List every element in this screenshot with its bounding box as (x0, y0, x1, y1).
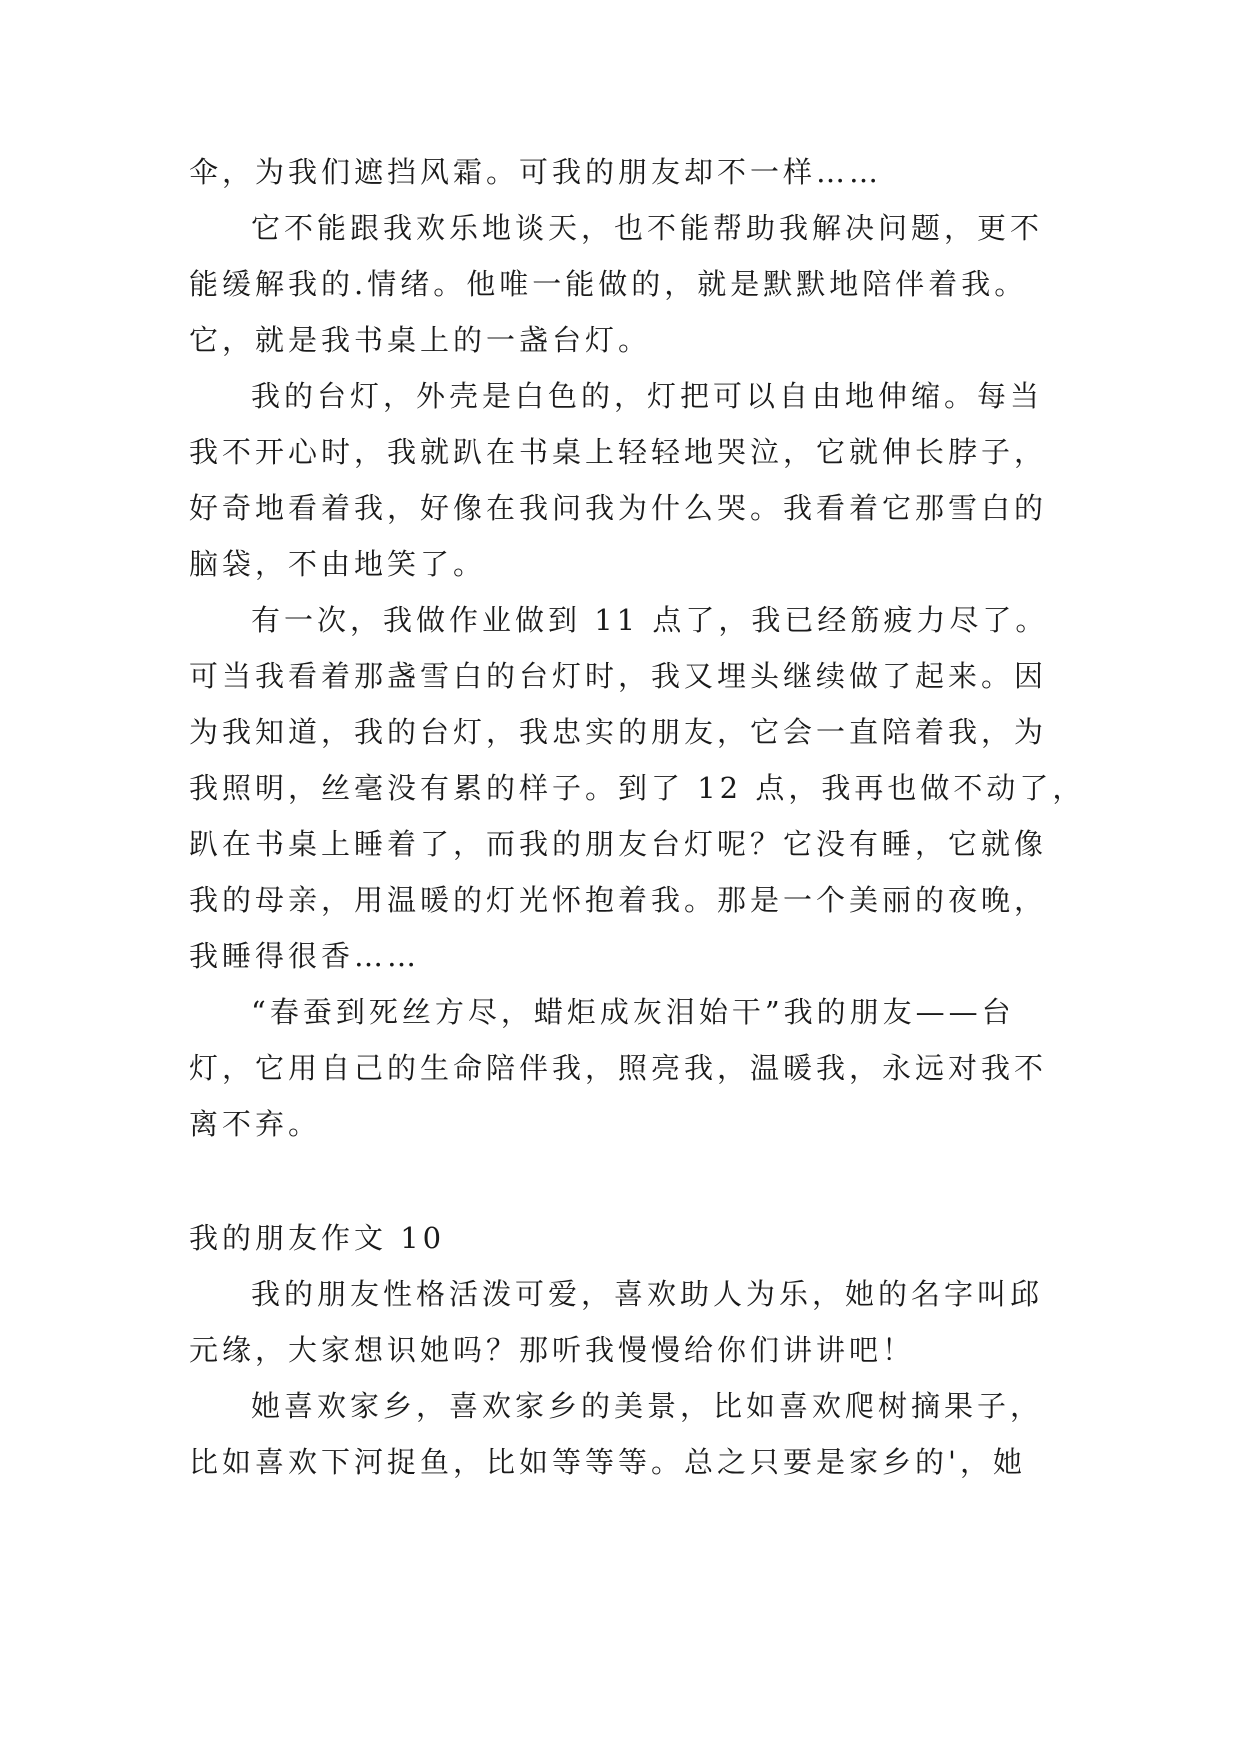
text-line: 我不开心时，我就趴在书桌上轻轻地哭泣，它就伸长脖子， (189, 435, 1048, 469)
text-line: 我照明，丝毫没有累的样子。到了 12 点，我再也做不动了， (189, 771, 1086, 805)
text-line: 我的朋友性格活泼可爱，喜欢助人为乐，她的名字叫邱 (251, 1277, 1044, 1311)
text-line: 我的母亲，用温暖的灯光怀抱着我。那是一个美丽的夜晚， (189, 883, 1048, 917)
text-line: 伞，为我们遮挡风霜。可我的朋友却不一样…… (189, 155, 883, 189)
text-line: 离不弃。 (189, 1107, 322, 1141)
text-line: 好奇地看着我，好像在我问我为什么哭。我看着它那雪白的 (189, 491, 1048, 525)
text-line: 能缓解我的.情绪。他唯一能做的，就是默默地陪伴着我。 (189, 267, 1028, 301)
text-line: 为我知道，我的台灯，我忠实的朋友，它会一直陪着我，为 (189, 715, 1048, 749)
text-line: 趴在书桌上睡着了，而我的朋友台灯呢？它没有睡，它就像 (189, 827, 1048, 861)
text-line: 她喜欢家乡，喜欢家乡的美景，比如喜欢爬树摘果子， (251, 1389, 1044, 1423)
text-line: 我的台灯，外壳是白色的，灯把可以自由地伸缩。每当 (251, 379, 1044, 413)
text-line: 它不能跟我欢乐地谈天，也不能帮助我解决问题，更不 (251, 211, 1044, 245)
text-line: 可当我看着那盏雪白的台灯时，我又埋头继续做了起来。因 (189, 659, 1048, 693)
text-line: 元缘，大家想识她吗？那听我慢慢给你们讲讲吧！ (189, 1333, 916, 1367)
text-line: 我睡得很香…… (189, 939, 421, 973)
text-line: “春蚕到死丝方尽，蜡炬成灰泪始干”我的朋友——台 (251, 995, 1015, 1029)
section-heading: 我的朋友作文 10 (189, 1221, 446, 1255)
text-line: 比如喜欢下河捉鱼，比如等等等。总之只要是家乡的'，她 (189, 1445, 1026, 1479)
text-line: 脑袋，不由地笑了。 (189, 547, 487, 581)
text-line: 有一次，我做作业做到 11 点了，我已经筋疲力尽了。 (251, 603, 1049, 637)
text-line: 它，就是我书桌上的一盏台灯。 (189, 323, 652, 357)
text-line: 灯，它用自己的生命陪伴我，照亮我，温暖我，永远对我不 (189, 1051, 1048, 1085)
